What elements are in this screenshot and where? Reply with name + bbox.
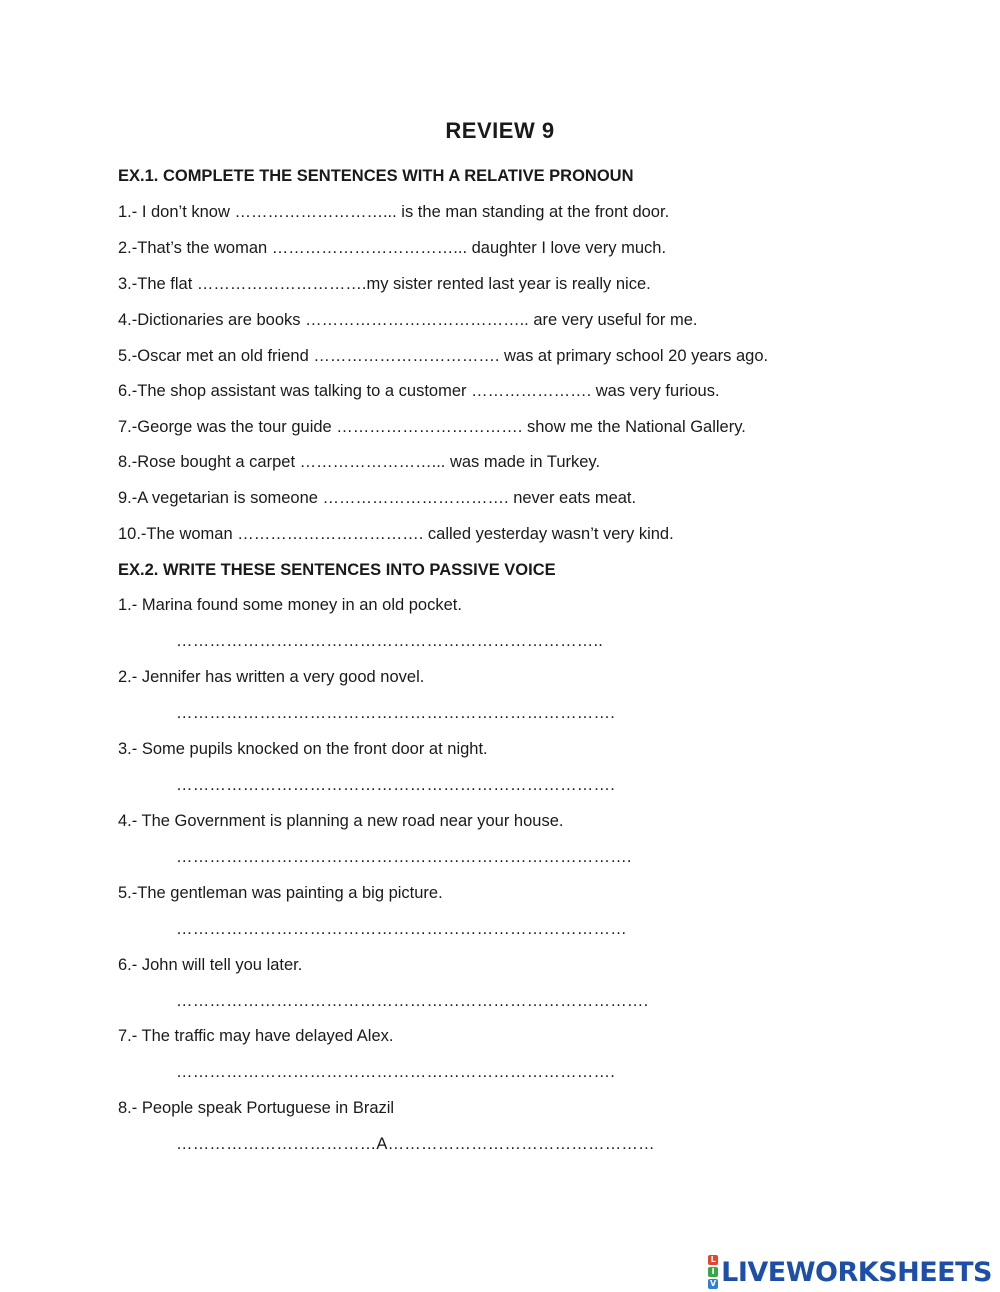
ex2-sentence-3: 3.- Some pupils knocked on the front door at night. [118, 740, 488, 758]
ex2-sentence-1: 1.- Marina found some money in an old pocket. [118, 596, 462, 614]
ex2-answer-blank-6[interactable]: …………………………………………………………………………. [176, 992, 649, 1010]
ex2-answer-blank-5[interactable]: ……………………………………………………………………… [176, 920, 627, 938]
ex2-answer-blank-4[interactable]: ………………………………………………………………………. [176, 848, 632, 866]
ex2-sentence-2: 2.- Jennifer has written a very good novel. [118, 668, 425, 686]
logo-block-i: I [708, 1267, 718, 1277]
ex2-answer-blank-1[interactable]: ………………………………………………………………….. [176, 632, 604, 650]
ex2-sentence-8: 8.- People speak Portuguese in Brazil [118, 1099, 395, 1117]
ex2-answer-blank-2[interactable]: ……………………………………………………………………. [176, 704, 615, 722]
ex2-answer-blank-3[interactable]: ……………………………………………………………………. [176, 776, 615, 794]
ex2-sentence-6: 6.- John will tell you later. [118, 956, 303, 974]
ex1-heading: EX.1. COMPLETE THE SENTENCES WITH A RELATIVE PRONOUN [118, 167, 634, 185]
ex1-item-4: 4.-Dictionaries are books ………………………………….. are very useful for me. [118, 311, 698, 329]
ex1-item-10: 10.-The woman ……………………………. called yesterday wasn’t very kind. [118, 525, 674, 543]
ex1-item-7: 7.-George was the tour guide ……………………………. show me the National Gallery. [118, 418, 746, 436]
ex1-item-1: 1.- I don’t know ………………………... is the man standing at the front door. [118, 203, 670, 221]
ex1-item-2: 2.-That’s the woman ……………………………... daughter I love very much. [118, 239, 667, 257]
ex2-answer-blank-7[interactable]: ……………………………………………………………………. [176, 1063, 615, 1081]
ex2-heading: EX.2. WRITE THESE SENTENCES INTO PASSIVE VOICE [118, 561, 556, 579]
ex1-item-6: 6.-The shop assistant was talking to a customer …………………. was very furious. [118, 382, 720, 400]
ex1-item-3: 3.-The flat ………………………….my sister rented last year is really nice. [118, 275, 651, 293]
ex1-item-5: 5.-Oscar met an old friend ……………………………. was at primary school 20 years ago. [118, 347, 769, 365]
liveworksheets-logo [708, 1252, 992, 1292]
ex1-item-8: 8.-Rose bought a carpet ……………………... was made in Turkey. [118, 453, 601, 471]
logo-block-l: L [708, 1255, 718, 1265]
ex2-sentence-4: 4.- The Government is planning a new road near your house. [118, 812, 564, 830]
logo-block-v: V [710, 1279, 717, 1288]
logo-text: LIVEWORKSHEETS [721, 1256, 992, 1288]
logo-blocks-icon [708, 1255, 718, 1289]
ex1-item-9: 9.-A vegetarian is someone ……………………………. never eats meat. [118, 489, 637, 507]
ex2-sentence-7: 7.- The traffic may have delayed Alex. [118, 1027, 394, 1045]
page-title: REVIEW 9 [445, 118, 555, 143]
ex2-sentence-5: 5.-The gentleman was painting a big picture. [118, 884, 443, 902]
ex2-answer-blank-8[interactable]: ………………………………A………………………………………… [176, 1135, 655, 1153]
